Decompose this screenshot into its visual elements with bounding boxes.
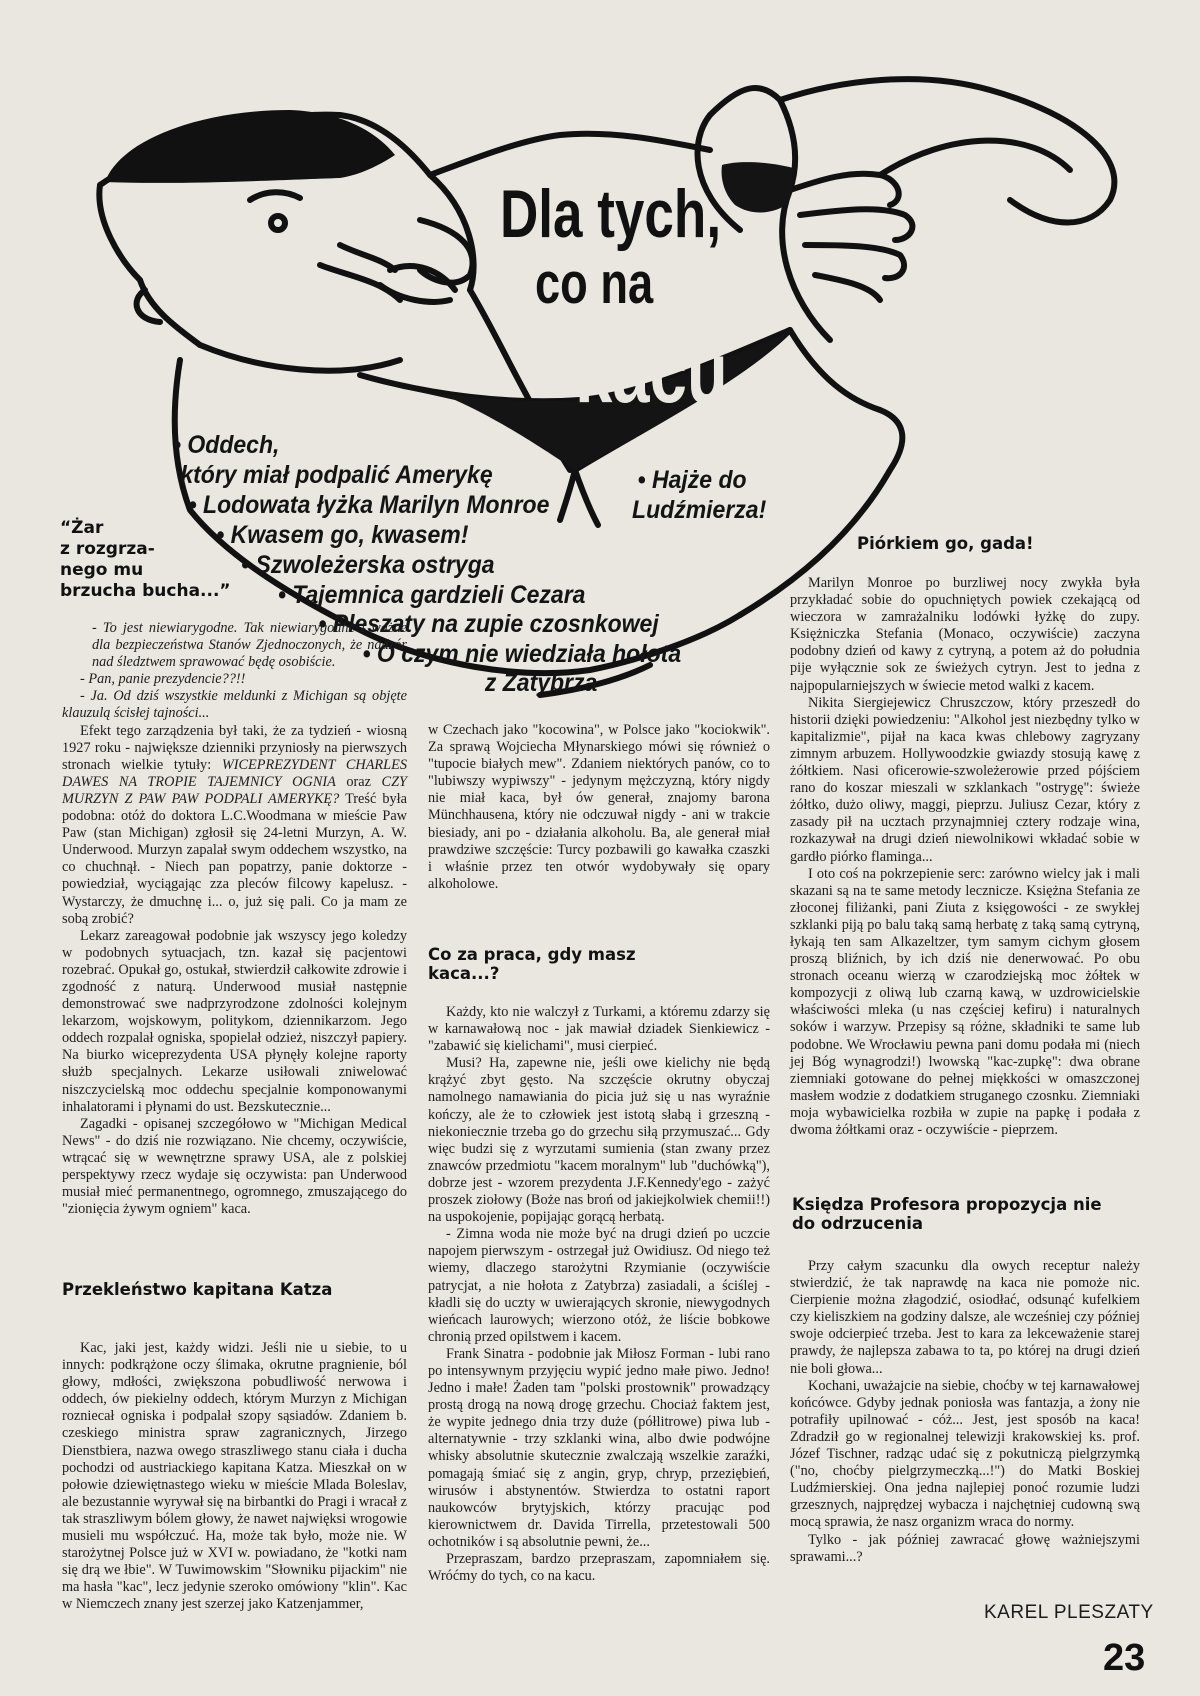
paragraph: Kochani, uważajcie na siebie, choćby w tej karnawałowej końcówce. Gdyby jednak poniosła was fantazja, a żony nie potrafiły upilnować - cóż... Jest, jest sposób na kaca! Zdradził go w regionalnej telewizji krakowskiej ks. prof. Józef Tischner, radząc udać się z pokutniczą pielgrzymką ("no, choćby pielgrzymeczką...!") do Matki Boskiej Ludźmierskiej. Ona jedna najlepiej ponoć rozumie ludzi grzesznych, najprędzej wybacza i najchętniej cudowną swą mocą sprawia, że nasz organizm wraca do normy. — [790, 1377, 1140, 1531]
bullet-item: • Lodowata łyżka Marilyn Monroe — [188, 491, 550, 519]
author-byline: KAREL PLESZATY — [984, 1602, 1154, 1623]
paragraph: - Zimna woda nie może być na drugi dzień po uczcie napojem pierwszym - ostrzegał już Owidiusz. Od niego też wiemy, dlaczego starożytni Rzymianie (oczywiście patrycjat, a nie hołota z Zatybrza) zasiadali, a ściślej - kładli się do uczty w uwierających skronie, niewygodnych wieńcach laurowych; wierzono otóż, że liście bobkowe chronią przed opilstwem i kacem. — [428, 1226, 770, 1345]
pull-quote: “Żar z rozgrza- nego mu brzucha bucha...” — [60, 518, 231, 601]
dialogue-line: - Ja. Od dziś wszystkie meldunki z Michigan są objęte klauzulą ścisłej tajności... — [62, 688, 407, 722]
bullet-item: który miał podpalić Amerykę — [180, 461, 493, 489]
article-column-2b — [428, 1004, 770, 1585]
paragraph: Musi? Ha, zapewne nie, jeśli owe kielichy nie będą krążyć zbyt gęsto. Na szczęście okrutny obyczaj namolnego namawiania do picia już się u nas wyraźnie kończy, ale że to człowiek jest istotą słabą i grzeszną - niekoniecznie trzeba go do grzechu siłą przymuszać... Gdy więc budzi się z wyrzutami sumienia (stan zwany przez znawców przedmiotu "kacem moralnym" lub "duchówką"), dobrze jest - wzorem prezydenta J.F.Kennedy'ego - zażyć proszek ziołowy (Boże nas broń od jakiejkolwiek chemii!!) na uspokojenie, popijając gorącą herbatą. — [428, 1055, 770, 1226]
bullet-item: • Szwoleżerska ostryga — [241, 551, 495, 579]
paragraph: Każdy, kto nie walczył z Turkami, a któremu zdarzy się w karnawałową noc - jak mawiał dziadek Sienkiewicz - "zabawić się kielichami", musi cierpieć. — [428, 1004, 770, 1055]
page-number: 23 — [1103, 1637, 1146, 1679]
bullet-item: • Tajemnica gardzieli Cezara — [277, 581, 586, 609]
article-column-3b — [790, 1258, 1140, 1566]
paragraph: Tylko - jak później zawracać głowę ważniejszymi sprawami...? — [790, 1531, 1140, 1565]
article-column-3 — [790, 575, 1140, 1139]
dialogue-line: - To jest niewiarygodne. Tak niewiarygodne i ważne dla bezpieczeństwa Stanów Zjednoczonych, że nadzór nad śledztwem sprawować będę osobiście. — [92, 620, 407, 671]
article-column-2 — [428, 722, 770, 893]
paragraph: Kac, jaki jest, każdy widzi. Jeśli nie u siebie, to u innych: podkrążone oczy ślimaka, okrutne pragnienie, ból głowy, mdłości, zwiększona pobudliwość nerwowa i oddech, ów piekielny oddech, którym Murzyn z Michigan rozniecał ogniska i podpalał szopy sąsiadów. Zdaniem b. czeskiego ministra spraw zagranicznych, Jirzego Dienstbiera, nazwa owego straszliwego stanu ciała i ducha pochodzi od austriackiego kapitana Katza. Mieszkał on w połowie dziewiętnastego wieku w mieście Mlada Boleslav, ale bezustannie wyrywał się na birbantki do Pragi i wracał z tak straszliwym bólem głowy, że nawet najwięksi wrogowie musieli mu współczuć. Ha, może tak było, może nie. W starożytnej Polsce już w XVI w. powiadano, że "kotki nam się drą we łbie". W Tuwimowskim "Słowniku pijackim" nie ma hasła "kac", lecz jedynie szeroko omówiony "klin". Kac w Niemczech znany jest szerzej jako Katzenjammer, — [62, 1340, 407, 1613]
section-heading: Przekleństwo kapitana Katza — [62, 1280, 333, 1299]
article-title-line1: Dla tych, — [500, 176, 722, 252]
paragraph: Frank Sinatra - podobnie jak Miłosz Forman - lubi rano po intensywnym przyjęciu wypić jedno małe piwo. Jedno! Jedno i małe! Żaden tam "polski prostownik" prowadzący prostą drogą na nową drogę grzechu. Chociaż faktem jest, że wypite jednego dnia trzy duże (półlitrowe) piwa lub - alternatywnie - trzy szklanki wina, albo dwie podwójne whisky absolutnie skutecznie zwalczają wszelkie zaraźki, pomagają śmiać się z angin, gryp, chryp, przeziębień, wirusów i abstynentów. Stwierdza to ostatni raport naukowców brytyjskich, którzy pracując pod kierownictwem dr. Davida Tirrella, przetestowali 500 ochotników i są absolutnie pewni, że... — [428, 1345, 770, 1550]
paragraph: Przy całym szacunku dla owych receptur należy stwierdzić, że tak naprawdę na kaca nie pomoże nic. Cierpienie można złagodzić, osiodłać, odsunąć kufelkiem czy kieliszkiem na godziny dalsze, ale wcześniej czy później swoje odcierpieć trzeba. Jest to kara za lekceważenie starej prawdy, że najlepsza zabawa to ta, po której na drugi dzień nie boli głowa... — [790, 1258, 1140, 1377]
paragraph: Lekarz zareagował podobnie jak wszyscy jego koledzy w podobnych sytuacjach, tzn. kazał się pacjentowi rozebrać. Opukał go, ostukał, stwierdził całkowite zdrowie i zgodność z naturą. Underwood musiał następnie demonstrować swe nadprzyrodzone zdolności kolejnym lekarzom, wojskowym, politykom, dziennikarzom. Jego oddech rozpalał ogniska, spopielał odzież, niszczył papiery. Na biurko wiceprezydenta USA płynęły kolejne raporty służb specjalnych. Lekarze usiłowali zniwelować niszczycielską moc oddechu specjalnie komponowanymi inhalatorami i płynami do ust. Bezskutecznie... — [62, 927, 407, 1115]
bullet-item: • Hajże do — [637, 466, 747, 494]
section-heading: Księdza Profesora propozycja nie do odrzucenia — [792, 1195, 1102, 1233]
bullet-item: • Oddech, — [172, 431, 280, 459]
section-heading: Piórkiem go, gada! — [857, 534, 1034, 553]
article-column-1b — [62, 1340, 407, 1614]
article-title-line3: kacu — [575, 325, 728, 421]
paragraph: I oto coś na pokrzepienie serc: zarówno wielcy jak i mali skazani są na te same metody lecznicze. Księżna Stefania ze złoconej filiżanki, pani Ziuta z księgowości - ze swykłej szklanki piją po balu taką samą herbatę z taką samą cytryną, łykają ten sam Alkazeltzer, tym samym cichym głosem proszą bliźnich, by ich dziś nie denerwować. Po obu stronach oceanu wierzą w czarodziejską moc żółtek w kompozycji z oliwą lub czarną kawą, w uzdrowicielskie właściwości mleka (u nas częściej kefiru) i naturalnych soków i warzyw. Przepisy są różne, składniki te same lub podobne. We Wrocławiu pewna pani domu podała mi (niech jej Bóg wynagrodzi!) lwowską "kac-zupkę": dwa obrane ziemniaki gotowane do pełnej miękkości w omaszczonej masłem wodzie z dodatkiem struganego czosnku. Ziemniaki moja wybawicielka rozbiła w zupie na papkę i podała z dwoma żółtkami oraz - oczywiście - pieprzem. — [790, 865, 1140, 1138]
article-title-line2: co na — [535, 251, 654, 316]
section-heading: Co za praca, gdy masz kaca...? — [428, 945, 636, 983]
paragraph: Marilyn Monroe po burzliwej nocy zwykła była przykładać sobie do opuchniętych powiek czekającą od wieczora w zamrażalniku lodówki łyżkę do zupy. Księżniczka Stefania (Monaco, oczywiście) zaczyna podobny dzień od kawy z cytryną, a potem aż do południa pije wyłącznie sok ze świeżych cytryn. Jest to jedna z najpopularniejszych w świecie metod walki z kacem. — [790, 575, 1140, 694]
bullet-item: • O czym nie wiedziała hołota — [362, 640, 682, 668]
paragraph: Zagadki - opisanej szczegółowo w "Michigan Medical News" - do dziś nie rozwiązano. Nie chcemy, oczywiście, wtrącać się w wewnętrzne sprawy USA, ale z polskiej perspektywy rzecz wydaje się oczywista: pan Underwood musiał mieć permanentnego, ogromnego, zmuszającego do "zionięcia żywym ogniem" kaca. — [62, 1115, 407, 1218]
dialogue-line: - Pan, panie prezydencie??!! — [80, 671, 246, 688]
paragraph: Przepraszam, bardzo przepraszam, zapomniałem się. Wróćmy do tych, co na kacu. — [428, 1551, 770, 1585]
paragraph: Efekt tego zarządzenia był taki, że za tydzień - wiosną 1927 roku - największe dzienniki przyniosły na pierwszych stronach wielkie tytuły: WICEPREZYDENT CHARLES DAWES NA TROPIE TAJEMNICY OGNIA oraz CZY MURZYN Z PAW PAW PODPALI AMERYKĘ? Treść była podobna: otóż do doktora L.C.Woodmana w mieście Paw Paw (stan Michigan) zgłosił się 24-letni Murzyn, A. W. Underwood. Murzyn zapalał swym oddechem wszystko, na co chuchnął. - Niech pan popatrzy, panie doktorze - powiedział, wyciągając zza pleców filcowy kapelusz. - Wystarczy, że dmuchnę i... o, już się pali. Co ja mam ze sobą zrobić? — [62, 722, 407, 927]
bullet-item: z Zatybrza — [484, 669, 598, 697]
paragraph: w Czechach jako "kocowina", w Polsce jako "kociokwik". Za sprawą Wojciecha Młynarskiego mówi się również o "tupocie białych mew". Zdaniem niektórych panów, co to "lubiwszy wypiwszy" - jedynym mężczyzną, który nigdy nie miał kaca, był ów generał, znajomy barona Münchhausena, który nie odczuwał nigdy - ani w trakcie biesiady, ani po - działania alkoholu. Ba, ale generał miał prawdziwe szczęście: Turcy pozbawili go kawałka czaszki i właśnie przez ten otwór wydobywały się opary alkoholowe. — [428, 722, 770, 892]
article-column-1 — [62, 620, 407, 1218]
bullet-item: Ludźmierza! — [632, 496, 767, 524]
paragraph: Nikita Siergiejewicz Chruszczow, który przeszedł do historii dzięki powiedzeniu: "Alkohol jest niezbędny tylko w kapitalizmie", pijał na kaca kwas chlebowy zagryzany zimnym arbuzem. Hollywoodzkie gwiazdy stosują kawę z żółtkiem. Nasi oficerowie-szwoleżerowie przed pójściem rano do koszar mieszali w szklankach "ostrygę": świeże żółtko, dużo oliwy, maggi, pieprzu. Juliusz Cezar, który z zasady pił na ucztach przynajmniej cztery rodzaje wina, rozkazywał na drugi dzień niewolnikowi wkładać sobie w gardło piórko flaminga... — [790, 694, 1140, 865]
bullet-item: • Kwasem go, kwasem! — [216, 521, 469, 549]
bullet-item: • Pleszaty na zupie czosnkowej — [318, 610, 659, 638]
